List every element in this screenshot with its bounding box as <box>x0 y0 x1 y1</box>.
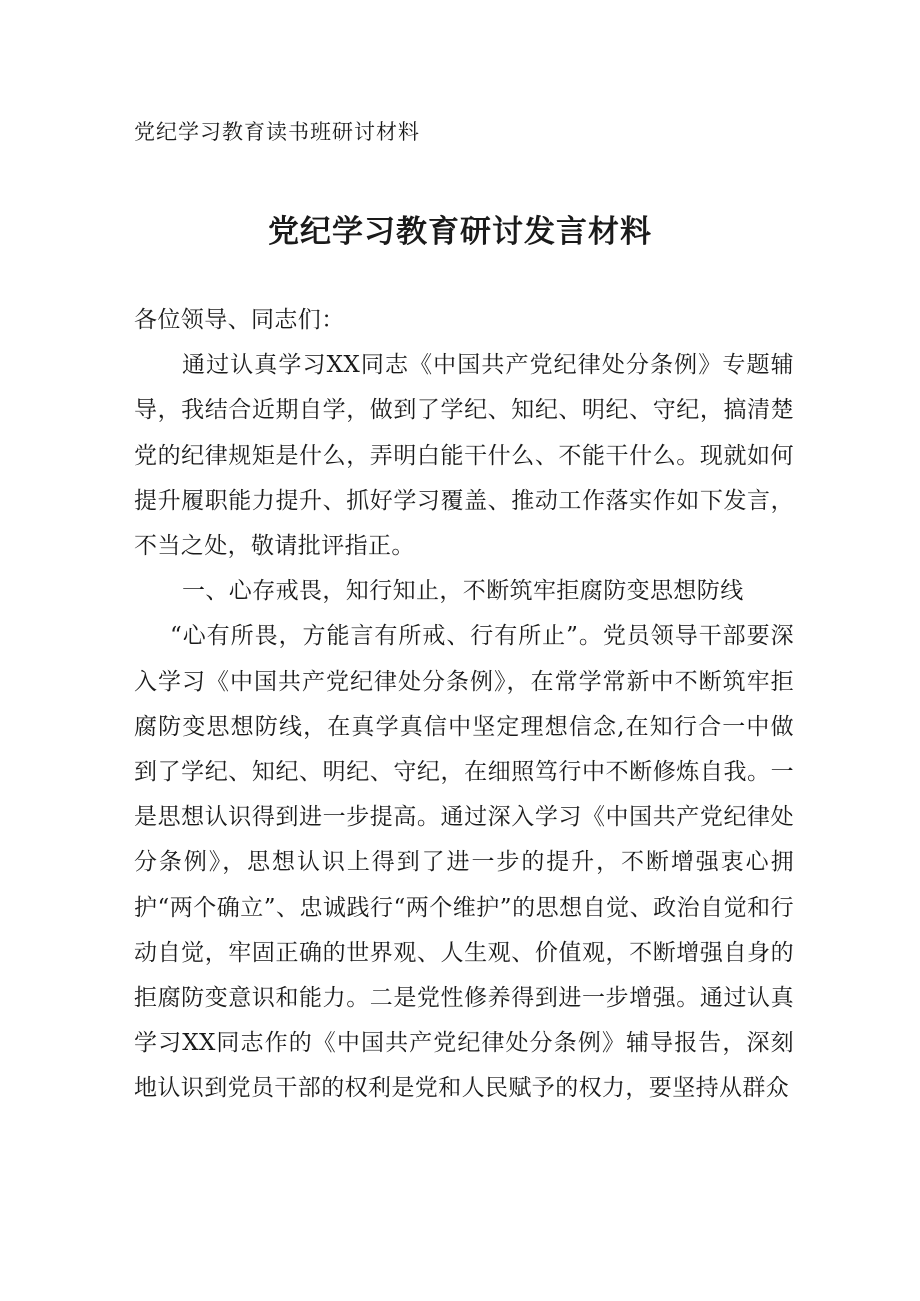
paragraph-intro: 通过认真学习XX同志《中国共产党纪律处分条例》专题辅导，我结合近期自学，做到了学纪、知纪、明纪、守纪，搞清楚党的纪律规矩是什么，弄明白能干什么、不能干什么。现就如何提升履职能力提升、抓好学习覆盖、推动工作落实作如下发言，不当之处，敬请批评指正。 <box>134 352 794 560</box>
salutation: 各位领导、同志们： <box>134 307 345 333</box>
paragraph-section-1: “心有所畏，方能言有所戒、行有所止”。党员领导干部要深入学习《中国共产党纪律处分条例》，在常学常新中不断筑牢拒腐防变思想防线，在真学真信中坚定理想信念,在知行合一中做到了学纪、知纪、明纪、守纪，在细照笃行中不断修炼自我。一是思想认识得到进一步提高。通过深入学习《中国共产党纪律处分条例》，思想认识上得到了进一步的提升，不断增强衷心拥护“两个确立”、忠诚践行“两个维护”的思想自觉、政治自觉和行动自觉，牢固正确的世界观、人生观、价值观，不断增强自身的拒腐防变意识和能力。二是党性修养得到进一步增强。通过认真学习XX同志作的《中国共产党纪律处分条例》辅导报告，深刻地认识到党员干部的权利是党和人民赋予的权力，要坚持从群众 <box>134 623 794 1102</box>
document-header: 党纪学习教育读书班研讨材料 <box>134 120 420 144</box>
section-heading-1: 一、心存戒畏，知行知止，不断筑牢拒腐防变思想防线 <box>182 578 744 605</box>
document-title: 党纪学习教育研讨发言材料 <box>268 214 652 250</box>
document-body <box>134 298 794 1112</box>
